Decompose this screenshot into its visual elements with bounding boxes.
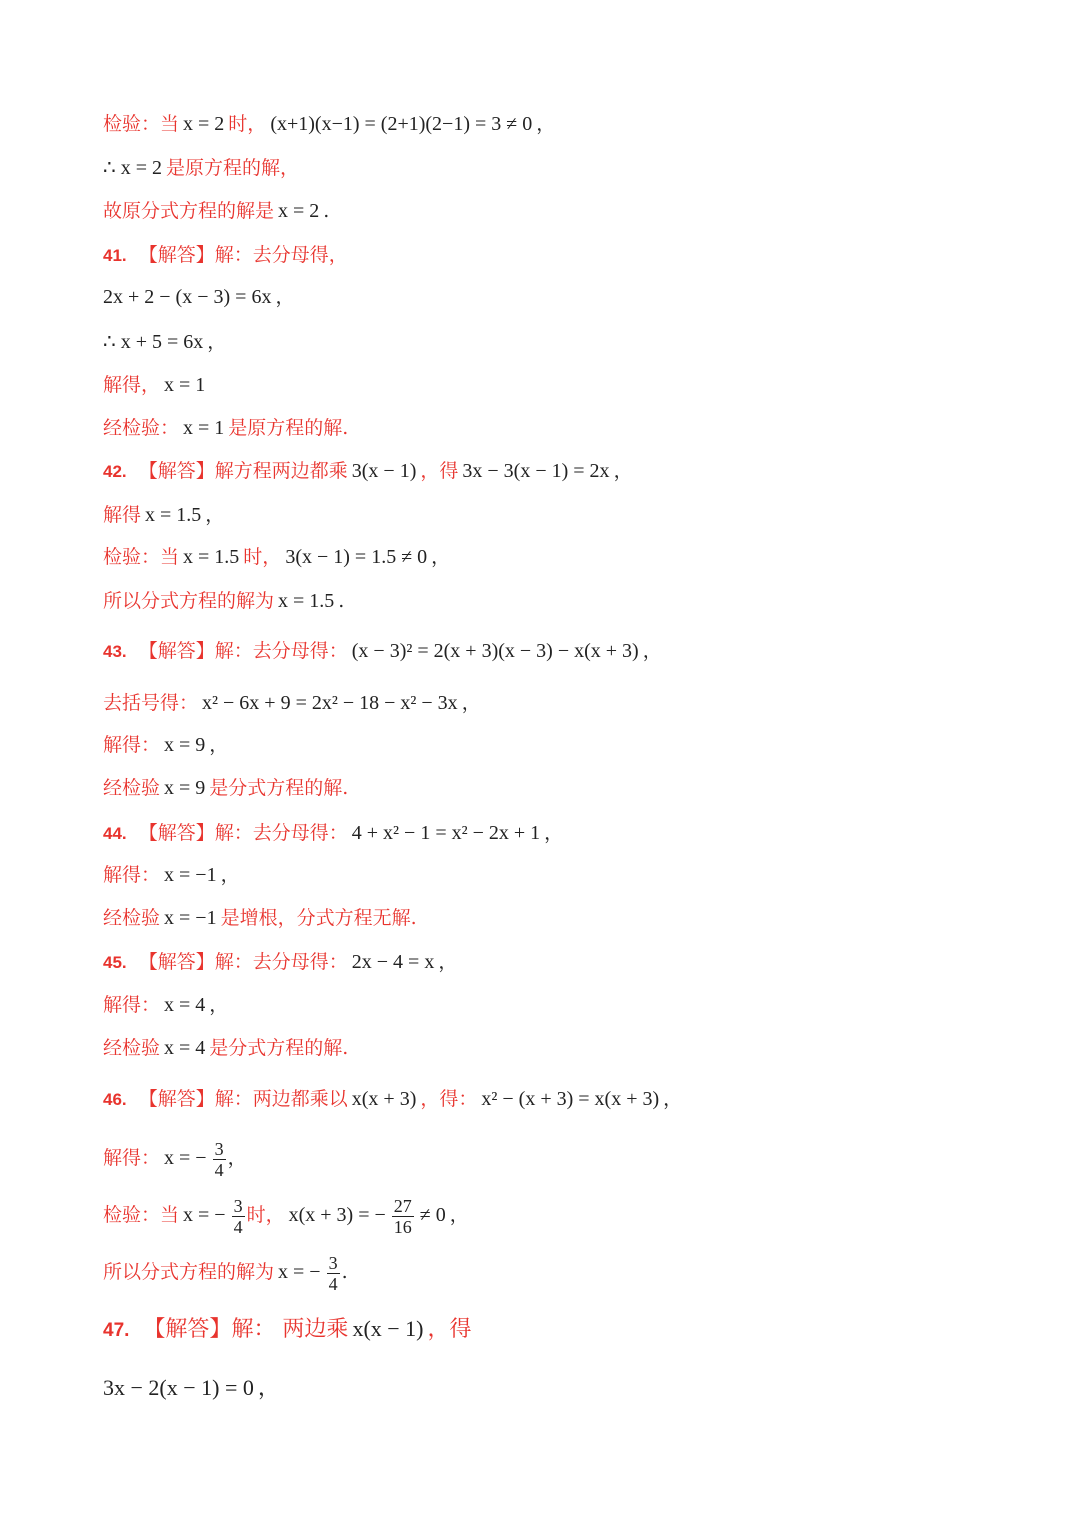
problem-42-header (103, 459, 633, 484)
line-text: 解： 两边乘 (231, 1317, 349, 1342)
line-check-x2 (103, 112, 555, 136)
line-text: 检验：当 (103, 1204, 180, 1226)
fraction-denominator: 4 (214, 1159, 224, 1180)
line-text: 经检验： (103, 417, 180, 439)
line-text: 去括号得： (103, 692, 199, 714)
math-expr: 3(x − 1) (351, 460, 417, 482)
fraction (213, 1139, 226, 1180)
line-46-check (103, 1193, 469, 1237)
line-43-solve (103, 733, 228, 757)
answer-tag: 【解答】 (138, 822, 215, 844)
answer-tag: 【解答】 (138, 951, 215, 973)
line-text: 解：去分母得： (214, 951, 348, 973)
line-text: 是原方程的解. (228, 417, 349, 439)
punct: ， (642, 640, 662, 662)
line-conclusion-40 (103, 199, 329, 223)
problem-45-header (103, 950, 457, 975)
line-41-step2 (103, 330, 226, 354)
fraction (232, 1196, 245, 1237)
answer-tag: 【解答】 (138, 460, 215, 482)
math-expr: 2x + 2 − (x − 3) = 6x (103, 286, 272, 308)
line-text: 解：去分母得： (214, 640, 348, 662)
line-41-step1 (103, 285, 294, 309)
line-46-solve (103, 1136, 247, 1180)
problem-43-header (103, 639, 662, 664)
line-text: 所以分式方程的解为 (103, 590, 275, 612)
punct: ， (227, 1147, 247, 1169)
math-expr: (x+1)(x−1) = (2+1)(2−1) = 3 ≠ 0 (270, 113, 533, 135)
line-text: 是分式方程的解. (209, 1037, 349, 1059)
line-43-check (103, 776, 348, 800)
line-text: 解得 (103, 504, 142, 526)
check-label: 检验：当 (103, 113, 180, 135)
punct: ， (663, 1088, 683, 1110)
math-expr: x = 1 (183, 417, 225, 439)
line-41-check (103, 416, 348, 440)
line-text: 是增根，分式方程无解. (220, 907, 417, 929)
line-44-check (103, 906, 417, 930)
problem-number: 44. (103, 824, 127, 843)
line-text: 解：去分母得： (214, 822, 348, 844)
problem-number: 45. (103, 953, 127, 972)
line-text: ，得： (420, 1088, 478, 1110)
line-text: ，得 (420, 460, 459, 482)
line-text: 解：两边都乘以 (214, 1088, 348, 1110)
line-text: 解方程两边都乘 (214, 460, 348, 482)
math-expr: 3(x − 1) = 1.5 ≠ 0 (285, 546, 428, 568)
answer-tag: 【解答】 (138, 640, 215, 662)
punct: . (323, 200, 330, 222)
line-46-conclusion (103, 1250, 348, 1294)
math-expr: x = 1.5 (278, 590, 335, 612)
fraction (392, 1196, 414, 1237)
math-expr: x(x + 3) (351, 1088, 417, 1110)
punct: ， (207, 331, 227, 353)
math-expr: (x − 3)² = 2(x + 3)(x − 3) − x(x + 3) (351, 640, 639, 662)
line-42-check (103, 545, 450, 569)
problem-number: 42. (103, 462, 127, 481)
line-42-solve (103, 503, 224, 527)
punct: . (341, 1261, 348, 1283)
punct: ， (438, 951, 458, 973)
math-expr: ∴ x = 2 (103, 157, 163, 179)
line-45-check (103, 1036, 348, 1060)
line-text: 是分式方程的解. (209, 777, 349, 799)
fraction-numerator: 3 (233, 1195, 243, 1216)
math-expr: x = − (183, 1204, 226, 1226)
punct: ， (431, 546, 451, 568)
problem-number: 43. (103, 642, 127, 661)
fraction (327, 1253, 340, 1294)
line-44-solve (103, 863, 240, 887)
math-expr: x = 2 (278, 200, 320, 222)
math-expr: ∴ x + 5 = 6x (103, 331, 204, 353)
line-text: 解得， (103, 374, 161, 396)
line-text: 检验：当 (103, 546, 180, 568)
line-42-conclusion (103, 589, 344, 613)
fraction-denominator: 16 (393, 1216, 412, 1237)
line-text: 经检验 (103, 1037, 161, 1059)
punct: ， (209, 994, 229, 1016)
punct: ， (536, 113, 556, 135)
line-text: 解得： (103, 864, 161, 886)
punct: ， (205, 504, 225, 526)
line-text: 解：去分母得， (214, 244, 348, 266)
math-expr: x = − (164, 1147, 207, 1169)
fraction-denominator: 4 (233, 1216, 243, 1237)
line-text: 经检验 (103, 907, 161, 929)
answer-tag: 【解答】 (138, 1088, 215, 1110)
math-expr: 3x − 3(x − 1) = 2x (462, 460, 610, 482)
math-expr: x = 1.5 (183, 546, 240, 568)
line-text: 解得： (103, 734, 161, 756)
math-expr: x = 9 (164, 734, 206, 756)
math-expr: x(x − 1) (352, 1316, 424, 1341)
fraction-numerator: 27 (393, 1195, 412, 1216)
answer-tag: 【解答】 (143, 1317, 232, 1342)
problem-47-header (103, 1315, 472, 1345)
line-43-expand (103, 691, 481, 715)
math-expr: 4 + x² − 1 = x² − 2x + 1 (351, 822, 541, 844)
punct: ， (544, 822, 564, 844)
punct: ， (209, 734, 229, 756)
math-expr: x = 4 (164, 994, 206, 1016)
line-text: 解得： (103, 1147, 161, 1169)
line-text: 时， (228, 113, 267, 135)
math-expr: x = 1 (164, 374, 206, 396)
fraction-denominator: 4 (328, 1273, 338, 1294)
problem-number: 41. (103, 246, 127, 265)
line-text: 所以分式方程的解为 (103, 1261, 275, 1283)
line-therefore-solution (103, 156, 299, 180)
problem-46-header (103, 1087, 682, 1112)
punct: ， (275, 286, 295, 308)
line-text: 时， (246, 1204, 285, 1226)
punct: . (338, 590, 345, 612)
math-expr: x = − (278, 1261, 321, 1283)
line-41-solve (103, 373, 209, 397)
math-expr: x² − 6x + 9 = 2x² − 18 − x² − 3x (202, 692, 458, 714)
math-expr: x = 2 (183, 113, 225, 135)
line-text: 解得： (103, 994, 161, 1016)
answer-tag: 【解答】 (138, 244, 215, 266)
problem-44-header (103, 821, 563, 846)
line-text: ，得 (427, 1317, 472, 1342)
line-text: 经检验 (103, 777, 161, 799)
math-expr: x = 9 (164, 777, 206, 799)
math-expr: 3x − 2(x − 1) = 0 (103, 1375, 254, 1400)
problem-number: 46. (103, 1090, 127, 1109)
math-expr: 2x − 4 = x (351, 951, 435, 973)
line-text: 是原方程的解， (166, 157, 300, 179)
math-expr: ≠ 0 (419, 1204, 446, 1226)
math-expr: x = −1 (164, 864, 217, 886)
punct: ， (613, 460, 633, 482)
punct: ， (449, 1204, 469, 1226)
fraction-numerator: 3 (214, 1138, 224, 1159)
punct: ， (220, 864, 240, 886)
math-expr: x = 1.5 (145, 504, 202, 526)
problem-41-header (103, 243, 348, 268)
math-expr: x² − (x + 3) = x(x + 3) (481, 1088, 660, 1110)
punct: ， (461, 692, 481, 714)
math-expr: x = −1 (164, 907, 217, 929)
line-text: 时， (243, 546, 282, 568)
fraction-numerator: 3 (328, 1252, 338, 1273)
punct: ， (257, 1376, 280, 1401)
line-text: 故原分式方程的解是 (103, 200, 275, 222)
math-expr: x(x + 3) = − (288, 1204, 386, 1226)
math-expr: x = 4 (164, 1037, 206, 1059)
line-45-solve (103, 993, 228, 1017)
problem-number: 47. (103, 1320, 130, 1341)
line-47-step1 (103, 1374, 280, 1403)
